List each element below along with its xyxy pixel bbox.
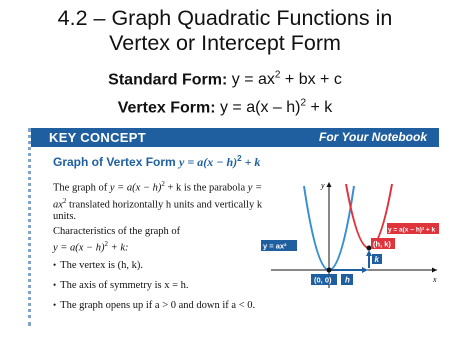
vertex-form-line xyxy=(0,98,450,117)
translated-curve-label: y = a(x − h)² + k xyxy=(388,226,436,234)
notebook-label: For Your Notebook xyxy=(319,130,427,144)
characteristics-intro: Characteristics of the graph of $y = a(x - h)^2 + k$: xyxy=(53,226,181,254)
vertical-arrow-head xyxy=(366,250,372,256)
bullet-vertex: • The vertex is (h, k). xyxy=(53,260,143,271)
x-axis-label: x xyxy=(433,275,437,284)
standard-form-line xyxy=(0,70,450,89)
vertex-label: (h, k) xyxy=(373,239,391,249)
h-label: h xyxy=(345,275,350,285)
slide-title xyxy=(0,6,450,56)
key-concept-label: KEY CONCEPT xyxy=(49,130,146,145)
key-concept-header xyxy=(31,128,439,147)
parent-curve-label: y = ax² xyxy=(263,241,287,251)
x-axis-arrow xyxy=(432,268,437,273)
title-line-2: Vertex or Intercept Form xyxy=(109,31,341,55)
origin-point xyxy=(327,268,332,273)
concept-description: The graph of $y = a(x - h)^2 + k$ is the parabola $y = ax^2$ translated horizontally h units and vertically k units. xyxy=(53,180,263,222)
y-axis-arrow xyxy=(327,182,332,187)
title-line-1: 4.2 – Graph Quadratic Functions in xyxy=(57,6,393,30)
k-label: k xyxy=(374,255,379,264)
parabola-graph xyxy=(261,176,439,291)
standard-form-label: Standard Form: xyxy=(108,71,228,89)
origin-label: (0, 0) xyxy=(314,275,332,285)
bullet-axis-symmetry: • The axis of symmetry is x = h. xyxy=(53,280,189,291)
key-concept-box xyxy=(28,128,439,326)
standard-form-eq: $y = ax^2$ + bx + c xyxy=(231,70,342,89)
y-axis-label: y xyxy=(321,181,325,190)
vertex-point xyxy=(367,246,372,251)
concept-title: Graph of Vertex Form $y = a(x - h)^2 + k$ xyxy=(53,154,261,169)
horizontal-arrow-head xyxy=(362,267,368,273)
vertex-form-eq: y = a(x – h)$^2$ + k xyxy=(219,98,333,117)
bullet-opening: • The graph opens up if a > 0 and down if a < 0. xyxy=(53,300,256,311)
vertex-form-label: Vertex Form: xyxy=(117,99,216,117)
